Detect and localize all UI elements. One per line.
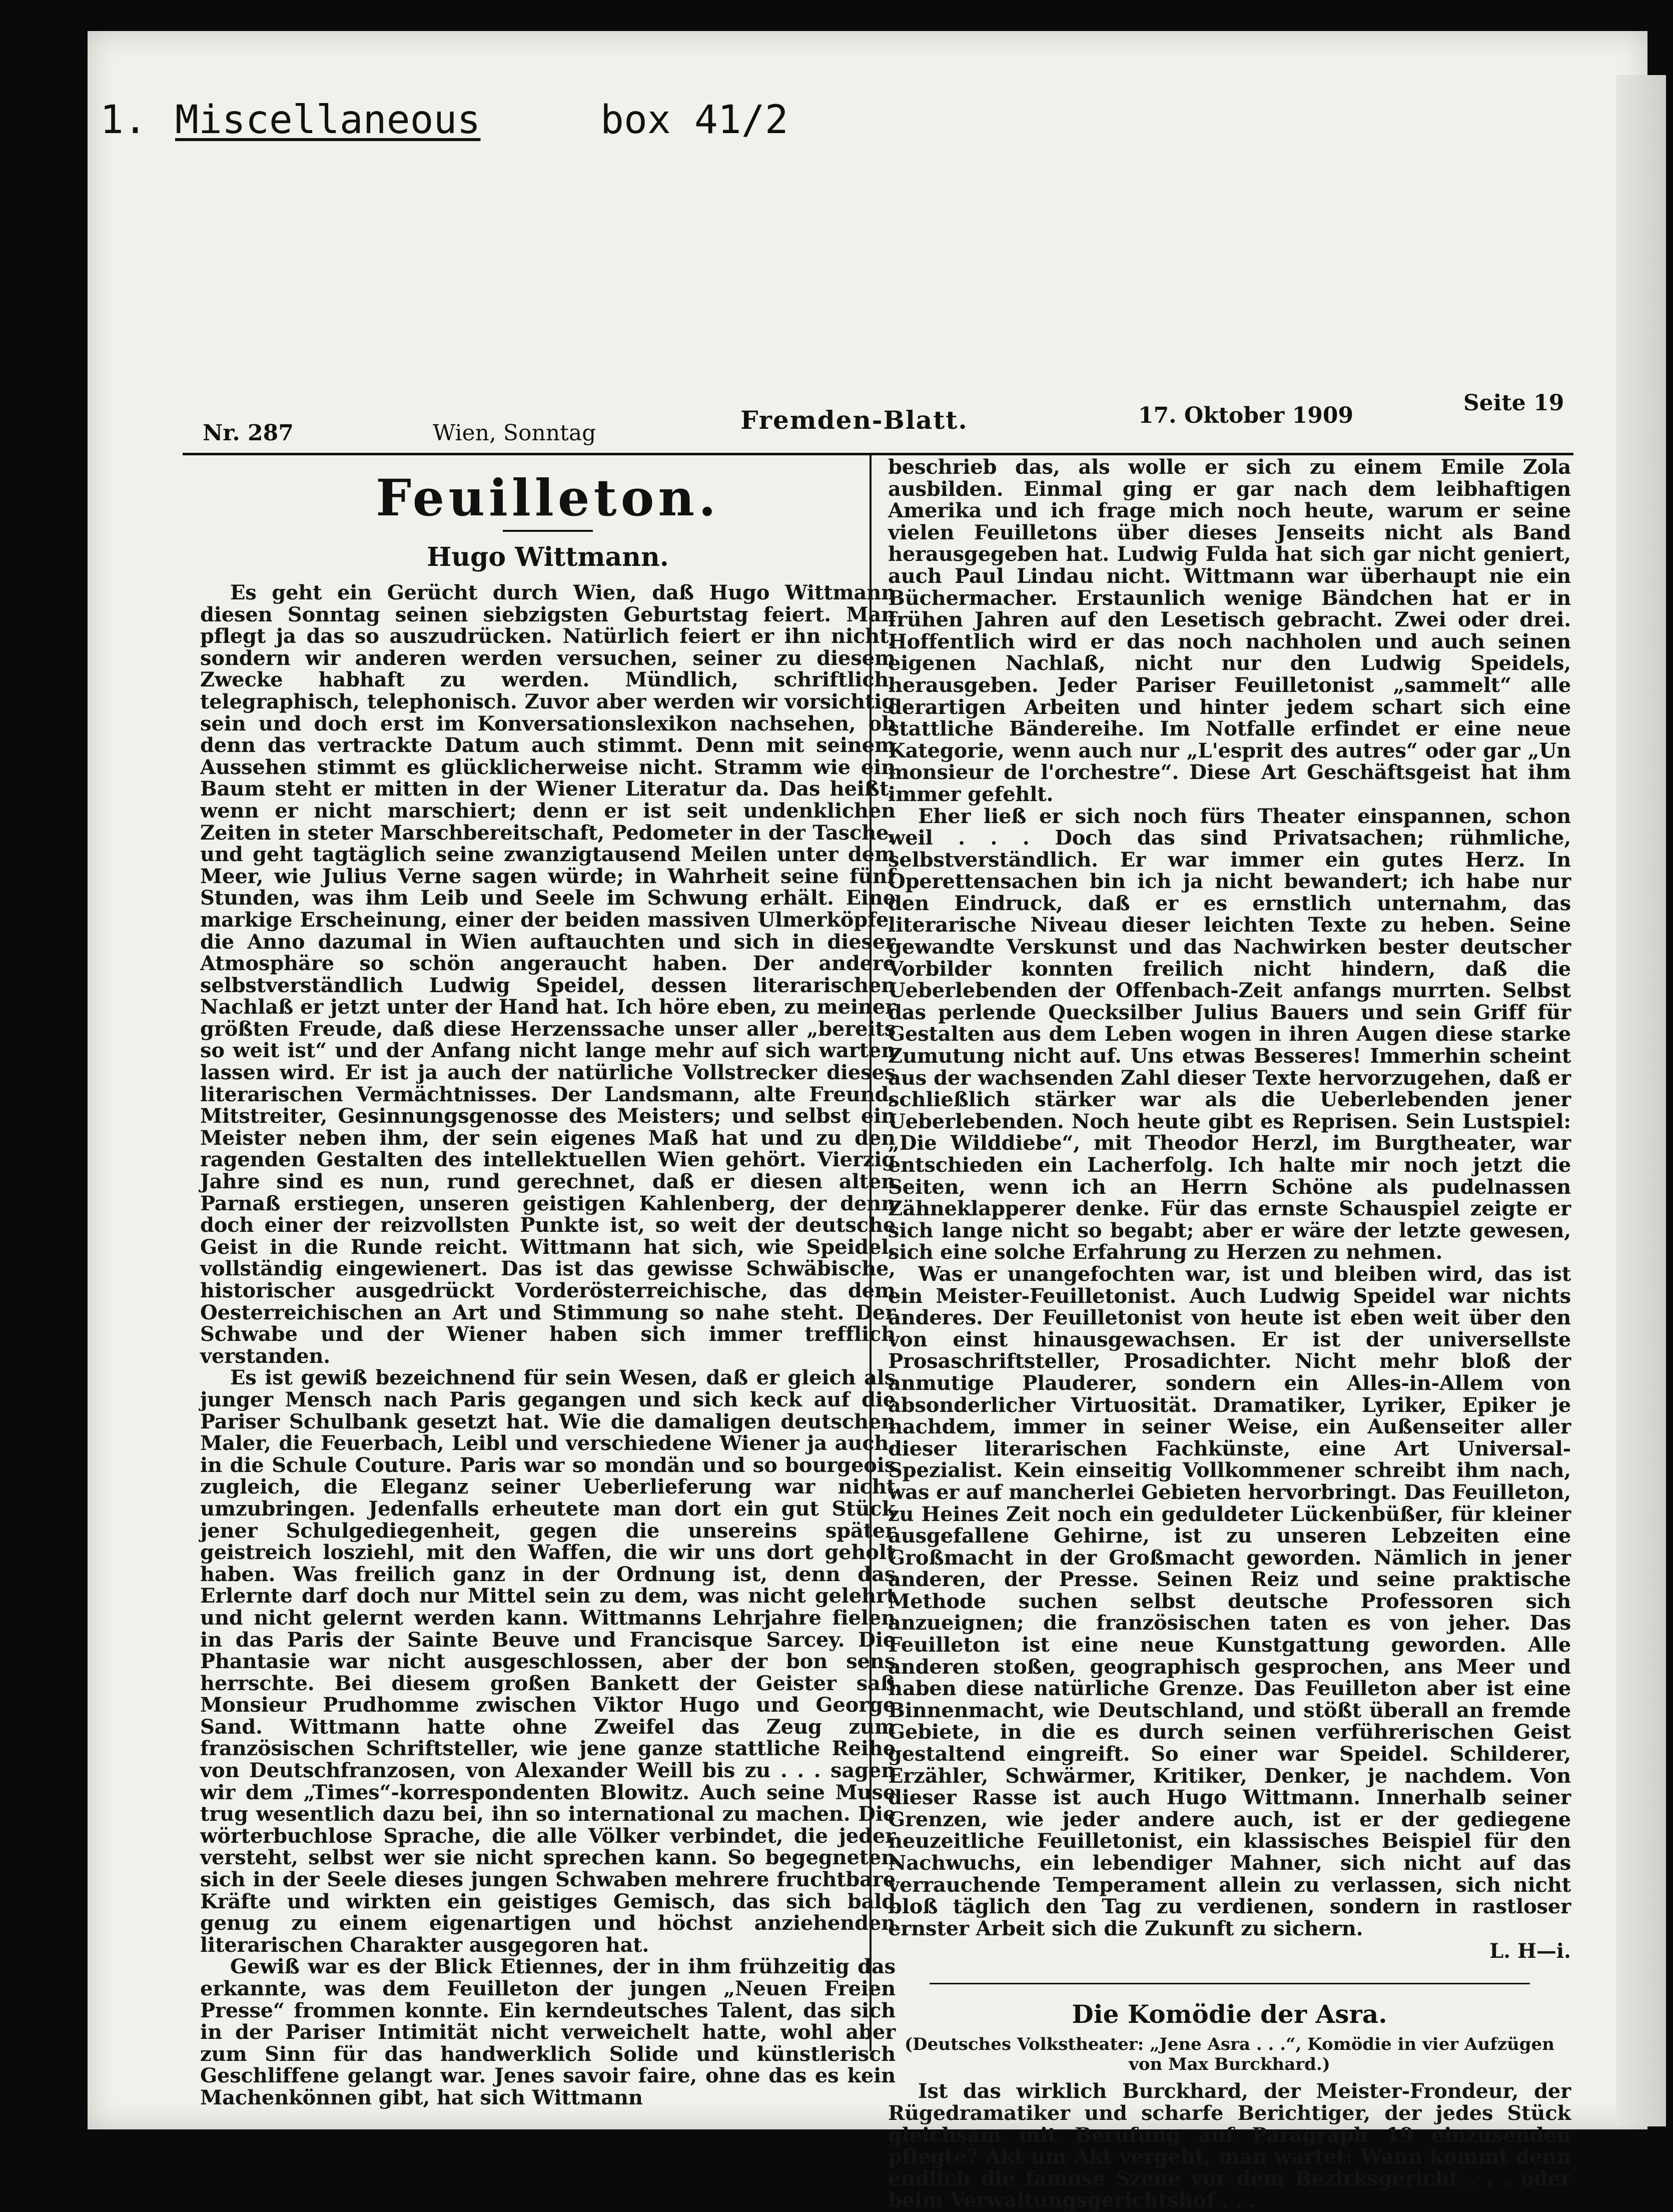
paragraph: beschrieb das, als wolle er sich zu einem Emile Zola ausbilden. Einmal ging er gar nach dem leibhaftigen Amerika und ich frage mich noch heute, warum er seine vielen Feuilletons über dieses Jenseits nicht als Band herausgegeben hat. Ludwig Fulda hat sich gar nicht geniert, auch Paul Lindau nicht. Wittmann war überhaupt nie ein Büchermacher. Erstaunlich wenige Bändchen hat er in frühen Jahren auf den Lesetisch gebracht. Zwei oder drei. Hoffentlich wird er das noch nachholen und auch seinen eigenen Nachlaß, nicht nur den Ludwig Speidels, herausgeben. Jeder Pariser Feuilletonist „sammelt“ alle derartigen Arbeiten und hinter jedem schart sich eine stattliche Bändereihe. Im Notfalle erfindet er eine neue Kategorie, wenn auch nur „L'esprit des autres“ oder gar „Un monsieur de l'orchestre“. Diese Art Geschäftsgeist hat ihm immer gefehlt. bbox=[888, 455, 1571, 806]
place-day: Wien, Sonntag bbox=[433, 420, 596, 446]
signature: L. H—i. bbox=[1489, 1939, 1571, 1963]
paragraph: Es ist gewiß bezeichnend für sein Wesen, daß er gleich als junger Mensch nach Paris gegangen und sich keck auf die Pariser Schulbank gesetzt hat. Wie die damaligen deutschen Maler, die Feuerbach, Leibl und verschiedene Wiener ja auch, in die Schule Couture. Paris war so mondän und so bourgeois zugleich, die Eleganz seiner Ueberlieferung war nicht umzubringen. Jedenfalls erheutete man dort ein gut Stück jener Schulgediegenheit, gegen die unsereins später geistreich losziehl, mit den Waffen, die wir uns dort geholt haben. Was freilich ganz in der Ordnung ist, denn das Erlernte darf doch nur Mittel sein zu dem, was nicht gelehrt und nicht gelernt werden kann. Wittmanns Lehrjahre fielen in das Paris der Sainte Beuve und Francisque Sarcey. Die Phantasie war nicht ausgeschlossen, aber der bon sens herrschte. Bei diesem großen Bankett der Geister saß Monsieur Prudhomme zwischen Viktor Hugo und George Sand. Wittmann hatte ohne Zweifel das Zeug zum französischen Schriftsteller, wie jene ganze stattliche Reihe von Deutschfranzosen, von Alexander Weill bis zu . . . sagen wir dem „Times“-korrespondenten Blowitz. Auch seine Muse trug wesentlich dazu bei, ihn so international zu machen. Die wörterbuchlose Sprache, die alle Völker verbindet, die jeder versteht, selbst wer sie nicht sprechen kann. So begegneten sich in der Seele dieses jungen Schwaben mehrere fruchtbare Kräfte und wirkten ein geistiges Gemisch, das sich bald genug zu einem eigenartigen und höchst anziehenden literarischen Charakter ausgegoren hat. bbox=[200, 1366, 896, 1957]
review-title: Die Komödie der Asra. bbox=[1072, 1999, 1387, 2029]
page-edge bbox=[1616, 75, 1666, 2126]
archive-box: box 41/2 bbox=[600, 98, 788, 143]
page-number: Seite 19 bbox=[1463, 390, 1564, 416]
review-subtitle: (Deutsches Volkstheater: „Jene Asra . . .“, Komödie in vier Aufzügen von Max Burckhard.) bbox=[905, 2034, 1554, 2075]
article-title: Hugo Wittmann. bbox=[427, 542, 669, 572]
paragraph: Eher ließ er sich noch fürs Theater einspannen, schon weil . . . Doch das sind Privatsachen; rühmliche, selbstverständlich. Er war immer ein gutes Herz. In Operettensachen bin ich ja nicht bewandert; ich habe nur den Eindruck, daß er es ernstlich unternahm, das literarische Niveau dieser leichten Texte zu heben. Seine gewandte Verskunst und das Nachwirken bester deutscher Vorbilder konnten freilich nicht hindern, daß die Ueberlebenden der Offenbach-Zeit anfangs murrten. Selbst das perlende Quecksilber Julius Bauers und sein Griff für Gestalten aus dem Leben wogen in ihren Augen diese starke Zumutung nicht auf. Uns etwas Besseres! Immerhin scheint aus der wachsenden Zahl dieser Texte hervorzugehen, daß er schließlich stärker war als die Ueberlebenden jener Ueberlebenden. Noch heute gibt es Reprisen. Sein Lustspiel: „Die Wilddiebe“, mit Theodor Herzl, im Burgtheater, war entschieden ein Lacherfolg. Ich halte mir noch jetzt die Seiten, wenn ich an Herrn Schöne als pudelnassen Zähneklapperer denke. Für das ernste Schauspiel zeigte er sich lange nicht so begabt; aber er wäre der letzte gewesen, sich eine solche Erfahrung zu Herzen zu nehmen. bbox=[888, 804, 1571, 1264]
issue-date: 17. Oktober 1909 bbox=[1138, 403, 1354, 428]
masthead bbox=[0, 390, 1673, 450]
paper-name: Fremden-Blatt. bbox=[740, 405, 968, 435]
paragraph: Was er unangefochten war, ist und bleiben wird, das ist ein Meister-Feuilletonist. Auch Ludwig Speidel war nichts anderes. Der Feuilletonist von heute ist eben weit über den von einst hinausgewachsen. Er ist der universellste Prosaschriftsteller, Prosadichter. Nicht mehr bloß der anmutige Plauderer, sondern ein Alles-in-Allem von absonderlicher Virtuosität. Dramatiker, Lyriker, Epiker je nachdem, immer in seiner Weise, ein Außenseiter aller dieser literarischen Fachkünste, eine Art Universal-Spezialist. Kein einseitig Vollkommener schreibt ihm nach, was er auf mancherlei Gebieten hervorbringt. Das Feuilleton, zu Heines Zeit noch ein geduldeter Lückenbüßer, für kleiner ausgefallene Gehirne, ist zu unseren Lebzeiten eine Großmacht in der Großmacht geworden. Nämlich in jener anderen, der Presse. Seinen Reiz und seine praktische Methode suchen selbst deutsche Professoren sich anzueignen; die französischen taten es von jeher. Das Feuilleton ist eine neue Kunstgattung geworden. Alle anderen stoßen, geographisch gesprochen, ans Meer und haben diese natürliche Grenze. Das Feuilleton aber ist eine Binnenmacht, wie Deutschland, und stößt überall an fremde Gebiete, in die es durch seinen verführerischen Geist gestaltend eingreift. So einer war Speidel. Schilderer, Erzähler, Schwärmer, Kritiker, Denker, je nachdem. Von dieser Rasse ist auch Hugo Wittmann. Innerhalb seiner Grenzen, wie jeder andere auch, ist er der gediegene neuzeitliche Feuilletonist, ein klassisches Beispiel für den Nachwuchs, ein lebendiger Mahner, sich nicht auf das verrauchende Temperament allein zu verlassen, sich nicht bloß täglich den Tag zu verdienen, sondern in rastloser ernster Arbeit sich die Zukunft zu sichern. bbox=[888, 1262, 1571, 1940]
issue-number: Nr. 287 bbox=[203, 420, 294, 446]
section-title: Feuilleton. bbox=[376, 468, 720, 527]
title-rule bbox=[503, 530, 593, 532]
article-separator bbox=[930, 1983, 1530, 1984]
archive-category: Miscellaneous bbox=[175, 98, 481, 143]
paragraph: Es geht ein Gerücht durch Wien, daß Hugo Wittmann diesen Sonntag seinen siebzigsten Geburtstag feiert. Man pflegt ja das so auszudrücken. Natürlich feiert er ihn nicht, sondern wir anderen werden versuchen, seiner zu diesem Zwecke habhaft zu werden. Mündlich, schriftlich, telegraphisch, telephonisch. Zuvor aber werden wir vorsichtig sein und doch erst im Konversationslexikon nachsehen, ob denn das vertrackte Datum auch stimmt. Denn mit seinem Aussehen stimmt es glücklicherweise nicht. Stramm wie ein Baum steht er mitten in der Wiener Literatur da. Das heißt, wenn er nicht marschiert; denn er ist seit undenklichen Zeiten in steter Marschbereitschaft, Pedometer in der Tasche, und geht tagtäglich seine zwanzigtausend Meilen unter dem Meer, wie Julius Verne sagen würde; in Wahrheit seine fünf Stunden, was ihm Leib und Seele im Schwung erhält. Eine markige Erscheinung, einer der beiden massiven Ulmerköpfe, die Anno dazumal in Wien auftauchten und sich in dieser Atmosphäre so schön angeraucht haben. Der andere selbstverständlich Ludwig Speidel, dessen literarischen Nachlaß er jetzt unter der Hand hat. Ich höre eben, zu meiner größten Freude, daß diese Herzenssache unser aller „bereits so weit ist“ und der Anfang nicht lange mehr auf sich warten lassen wird. Er ist ja auch der natürliche Vollstrecker dieses literarischen Vermächtnisses. Der Landsmann, alte Freund, Mitstreiter, Gesinnungsgenosse des Meisters; und selbst ein Meister neben ihm, der sein eigenes Maß hat und zu den ragenden Gestalten des intellektuellen Wien gehört. Vierzig Jahre sind es nun, rund gerechnet, daß er diesen alten Parnaß erstiegen, unseren geistigen Kahlenberg, der denn doch einer der reizvollsten Punkte ist, so weit der deutsche Geist in die Runde reicht. Wittmann hat sich, wie Speidel, vollständig eingewienert. Das ist das gewisse Schwäbische, historischer ausgedrückt Vorderösterreichische, das dem Oesterreichischen an Art und Stimmung so nahe steht. Der Schwabe und der Wiener haben sich immer trefflich verstanden. bbox=[200, 581, 896, 1368]
archive-label bbox=[100, 98, 788, 278]
feuilleton-column-1 bbox=[200, 468, 896, 2109]
archive-number: 1. bbox=[100, 98, 147, 143]
paragraph: Gewiß war es der Blick Etiennes, der in ihm frühzeitig das erkannte, was dem Feuilleton der jungen „Neuen Freien Presse“ frommen konnte. Ein kerndeutsches Talent, das sich in der Pariser Intimität nicht verweichelt hatte, wohl aber zum Sinn für das handwerklich Solide und künstlerisch Geschliffene gelangt war. Jenes savoir faire, ohne das es kein Machenkönnen gibt, hat sich Wittmann bbox=[200, 1955, 896, 2109]
feuilleton-column-2 bbox=[888, 456, 1571, 2211]
review-paragraph: Ist das wirklich Burckhard, der Meister-Frondeur, der Rügedramatiker und scharfe Berichtiger, der jedes Stück gleichsam mit Berufung auf Paragraph 19 einzusenden pflegte? Akt um Akt vergeht, man wartet: Wann kommt denn endlich die famose Szene vor dem Bezirksgericht . . . oder beim Verwaltungsgerichtshof . . . bbox=[888, 2079, 1571, 2212]
